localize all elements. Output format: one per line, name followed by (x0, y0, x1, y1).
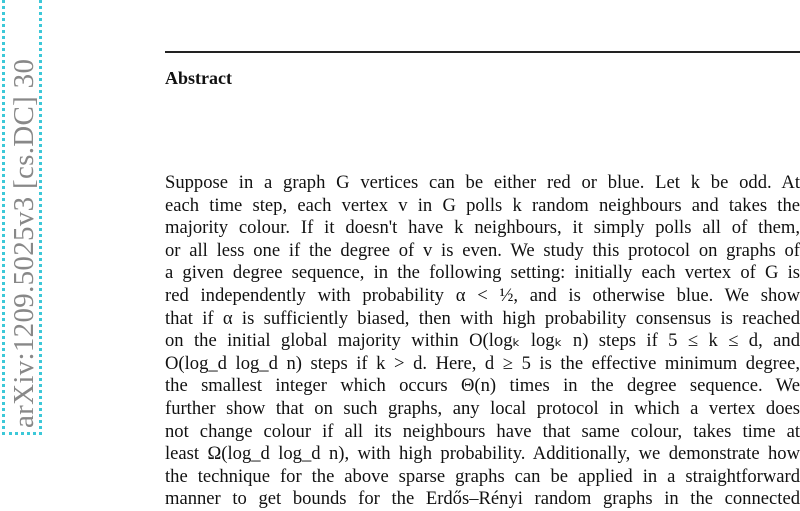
abstract-line: each time step, each vertex v in G polls k random neighbours and takes the (165, 194, 800, 216)
abstract-line: further show that on such graphs, any local protocol in which a vertex does (165, 397, 800, 419)
abstract-line: a given degree sequence, in the following setting: initially each vertex of G is (165, 262, 800, 284)
abstract-line: least Ω(log_d log_d n), with high probability. Additionally, we demonstrate how (165, 443, 800, 465)
abstract-line: Suppose in a graph G vertices can be either red or blue. Let k be odd. At (165, 172, 800, 193)
abstract-line: O(log_d log_d n) steps if k > d. Here, d ≥ 5 is the effective minimum degree, (165, 352, 800, 374)
abstract-body (165, 172, 800, 511)
abstract-line: manner to get bounds for the Erdős–Rényi random graphs in the connected (165, 488, 800, 510)
abstract-line: or all less one if the degree of v is even. We study this protocol on graphs of (165, 239, 800, 261)
abstract-line: not change colour if all its neighbours have that same colour, takes time at (165, 420, 800, 442)
abstract-line: red independently with probability α < ½, and is otherwise blue. We show (165, 284, 800, 306)
abstract-line: the technique for the above sparse graphs can be applied in a straightforward (165, 465, 800, 487)
top-rule (165, 51, 800, 53)
abstract-line: majority colour. If it doesn't have k neighbours, it simply polls all of them, (165, 217, 800, 239)
abstract-line: on the initial global majority within O(logₖ logₖ n) steps if 5 ≤ k ≤ d, and (165, 330, 800, 352)
abstract-heading: Abstract (165, 68, 232, 88)
abstract-line: that if α is sufficiently biased, then with high probability consensus is reached (165, 307, 800, 329)
arxiv-identifier-stamp: arXiv:1209.5025v3 [cs.DC] 30 (8, 58, 40, 428)
abstract-line: the smallest integer which occurs Θ(n) times in the degree sequence. We (165, 375, 800, 397)
